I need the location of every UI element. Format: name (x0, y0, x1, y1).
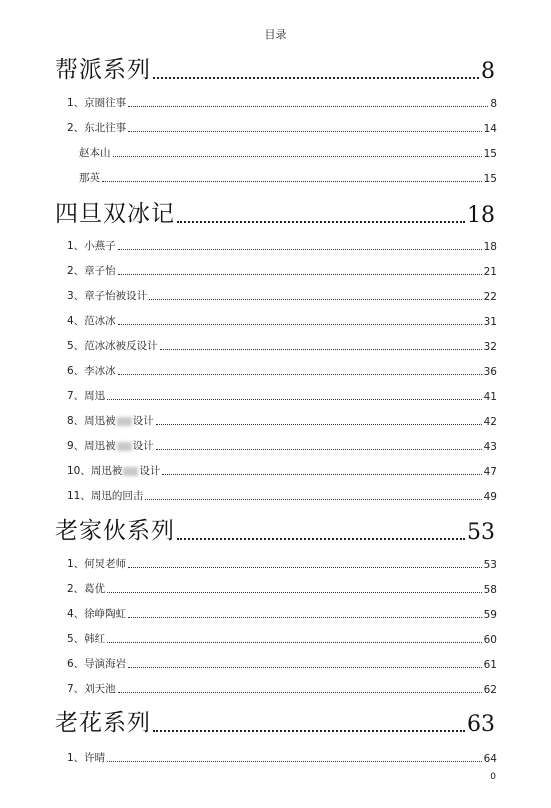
entry-title-text: 1、许晴 (67, 752, 106, 764)
entry-title-text: 4、范冰冰 (67, 315, 116, 327)
entry-title-text: 赵本山 (79, 147, 111, 159)
toc-entry[interactable] (67, 632, 497, 646)
entry-title (67, 263, 116, 278)
toc-entry[interactable] (67, 289, 497, 303)
dot-leader (113, 156, 482, 157)
entry-page-number: 53 (483, 559, 497, 571)
entry-title (67, 238, 116, 253)
dot-leader (118, 692, 482, 693)
entry-title (67, 120, 126, 135)
toc-section-heading[interactable] (55, 54, 495, 84)
entry-title (67, 656, 126, 671)
entry-page-number: 61 (483, 659, 497, 671)
entry-title-text: 5、韩红 (67, 633, 106, 645)
entry-title-text: 8、周迅被 (67, 415, 116, 427)
toc-entry[interactable] (67, 657, 497, 671)
entry-page-number: 43 (483, 441, 497, 453)
entry-title (67, 338, 158, 353)
entry-title (67, 581, 105, 596)
dot-leader (102, 181, 482, 182)
entry-title-text: 6、导演海岩 (67, 658, 127, 670)
dot-leader (107, 592, 481, 593)
entry-title-text: 5、范冰冰被反设计 (67, 340, 158, 352)
entry-page-number: 49 (483, 491, 497, 503)
dot-leader (128, 131, 481, 132)
entry-page-number: 15 (483, 148, 497, 160)
toc-entry[interactable] (67, 414, 497, 428)
entry-title-text: 4、徐峥陶虹 (67, 608, 127, 620)
entry-title (67, 488, 143, 503)
toc-subentry[interactable] (79, 171, 497, 185)
page-number: 0 (490, 772, 496, 782)
dot-leader (128, 567, 481, 568)
dot-leader (107, 399, 481, 400)
entry-title-text: 7、刘天池 (67, 683, 116, 695)
entry-title (67, 363, 116, 378)
dot-leader (177, 221, 465, 223)
entry-title-suffix: 设计 (139, 465, 161, 477)
entry-title-text: 1、小燕子 (67, 240, 116, 252)
toc-entry[interactable] (67, 364, 497, 378)
entry-page-number: 22 (483, 291, 497, 303)
entry-page-number: 32 (483, 341, 497, 353)
entry-page-number: 58 (483, 584, 497, 596)
entry-title-text: 1、何炅老师 (67, 558, 127, 570)
dot-leader (107, 642, 481, 643)
section-title: 老家伙系列 (55, 518, 175, 544)
entry-title-text: 7、周迅 (67, 390, 106, 402)
entry-page-number: 47 (483, 466, 497, 478)
toc-entry[interactable] (67, 582, 497, 596)
dot-leader (153, 730, 465, 732)
entry-title (67, 681, 116, 696)
section-page-number: 8 (481, 59, 495, 84)
entry-title-text: 2、葛优 (67, 583, 106, 595)
entry-title (67, 313, 116, 328)
toc-section-heading[interactable] (55, 515, 495, 545)
entry-title (67, 750, 105, 765)
entry-page-number: 59 (483, 609, 497, 621)
toc-entry[interactable] (67, 239, 497, 253)
toc-entry[interactable] (67, 314, 497, 328)
entry-page-number: 41 (483, 391, 497, 403)
entry-title-text: 11、周迅的回击 (67, 490, 144, 502)
entry-page-number: 36 (483, 366, 497, 378)
dot-leader (118, 249, 482, 250)
toc-entry[interactable] (67, 464, 497, 478)
toc-entry[interactable] (67, 121, 497, 135)
entry-title-text: 9、周迅被 (67, 440, 116, 452)
section-title: 四旦双冰记 (55, 201, 175, 227)
entry-page-number: 15 (483, 173, 497, 185)
dot-leader (118, 324, 482, 325)
entry-title (67, 388, 105, 403)
entry-title-text: 6、李冰冰 (67, 365, 116, 377)
section-title: 帮派系列 (55, 57, 151, 83)
entry-title (67, 413, 154, 428)
entry-page-number: 21 (483, 266, 497, 278)
entry-title-text: 10、周迅被 (67, 465, 123, 477)
entry-title (67, 438, 154, 453)
toc-entry[interactable] (67, 96, 497, 110)
toc-entry[interactable] (67, 489, 497, 503)
entry-title-suffix: 设计 (132, 440, 154, 452)
toc-entry[interactable] (67, 389, 497, 403)
section-page-number: 63 (467, 712, 495, 737)
dot-leader (149, 299, 481, 300)
dot-leader (118, 374, 482, 375)
toc-section-heading[interactable] (55, 707, 495, 737)
entry-title-text: 1、京圈往事 (67, 97, 127, 109)
entry-title-text: 那英 (79, 172, 100, 184)
section-title: 老花系列 (55, 710, 151, 736)
entry-title (67, 463, 160, 478)
toc-entry[interactable] (67, 439, 497, 453)
entry-title-text: 2、东北往事 (67, 122, 127, 134)
entry-title-suffix: 设计 (132, 415, 154, 427)
entry-title-text: 3、章子怡被设计 (67, 290, 148, 302)
dot-leader (128, 106, 488, 107)
entry-page-number: 62 (483, 684, 497, 696)
entry-page-number: 42 (483, 416, 497, 428)
toc-entry[interactable] (67, 264, 497, 278)
toc-entry[interactable] (67, 557, 497, 571)
dot-leader (145, 499, 481, 500)
entry-title (79, 145, 111, 160)
dot-leader (118, 274, 482, 275)
dot-leader (162, 474, 481, 475)
toc-subentry[interactable] (79, 146, 497, 160)
entry-page-number: 60 (483, 634, 497, 646)
dot-leader (153, 77, 479, 79)
toc-entry[interactable] (67, 607, 497, 621)
toc-section-heading[interactable] (55, 198, 495, 228)
entry-page-number: 18 (483, 241, 497, 253)
toc-entry[interactable] (67, 339, 497, 353)
dot-leader (128, 617, 481, 618)
entry-page-number: 64 (483, 753, 497, 765)
entry-title (67, 631, 105, 646)
toc-entry[interactable] (67, 682, 497, 696)
redacted-text (123, 467, 138, 476)
toc-entry[interactable] (67, 751, 497, 765)
dot-leader (160, 349, 482, 350)
dot-leader (128, 667, 481, 668)
entry-title (67, 606, 126, 621)
entry-title (67, 556, 126, 571)
entry-title-text: 2、章子怡 (67, 265, 116, 277)
entry-title (79, 170, 100, 185)
dot-leader (156, 449, 482, 450)
section-page-number: 53 (467, 520, 495, 545)
entry-page-number: 8 (490, 98, 497, 110)
redacted-text (117, 417, 132, 426)
redacted-text (117, 442, 132, 451)
entry-title (67, 288, 147, 303)
dot-leader (156, 424, 482, 425)
dot-leader (177, 538, 465, 540)
entry-page-number: 14 (483, 123, 497, 135)
section-page-number: 18 (467, 203, 495, 228)
entry-page-number: 31 (483, 316, 497, 328)
toc-title: 目录 (264, 28, 287, 41)
dot-leader (107, 761, 481, 762)
entry-title (67, 95, 126, 110)
